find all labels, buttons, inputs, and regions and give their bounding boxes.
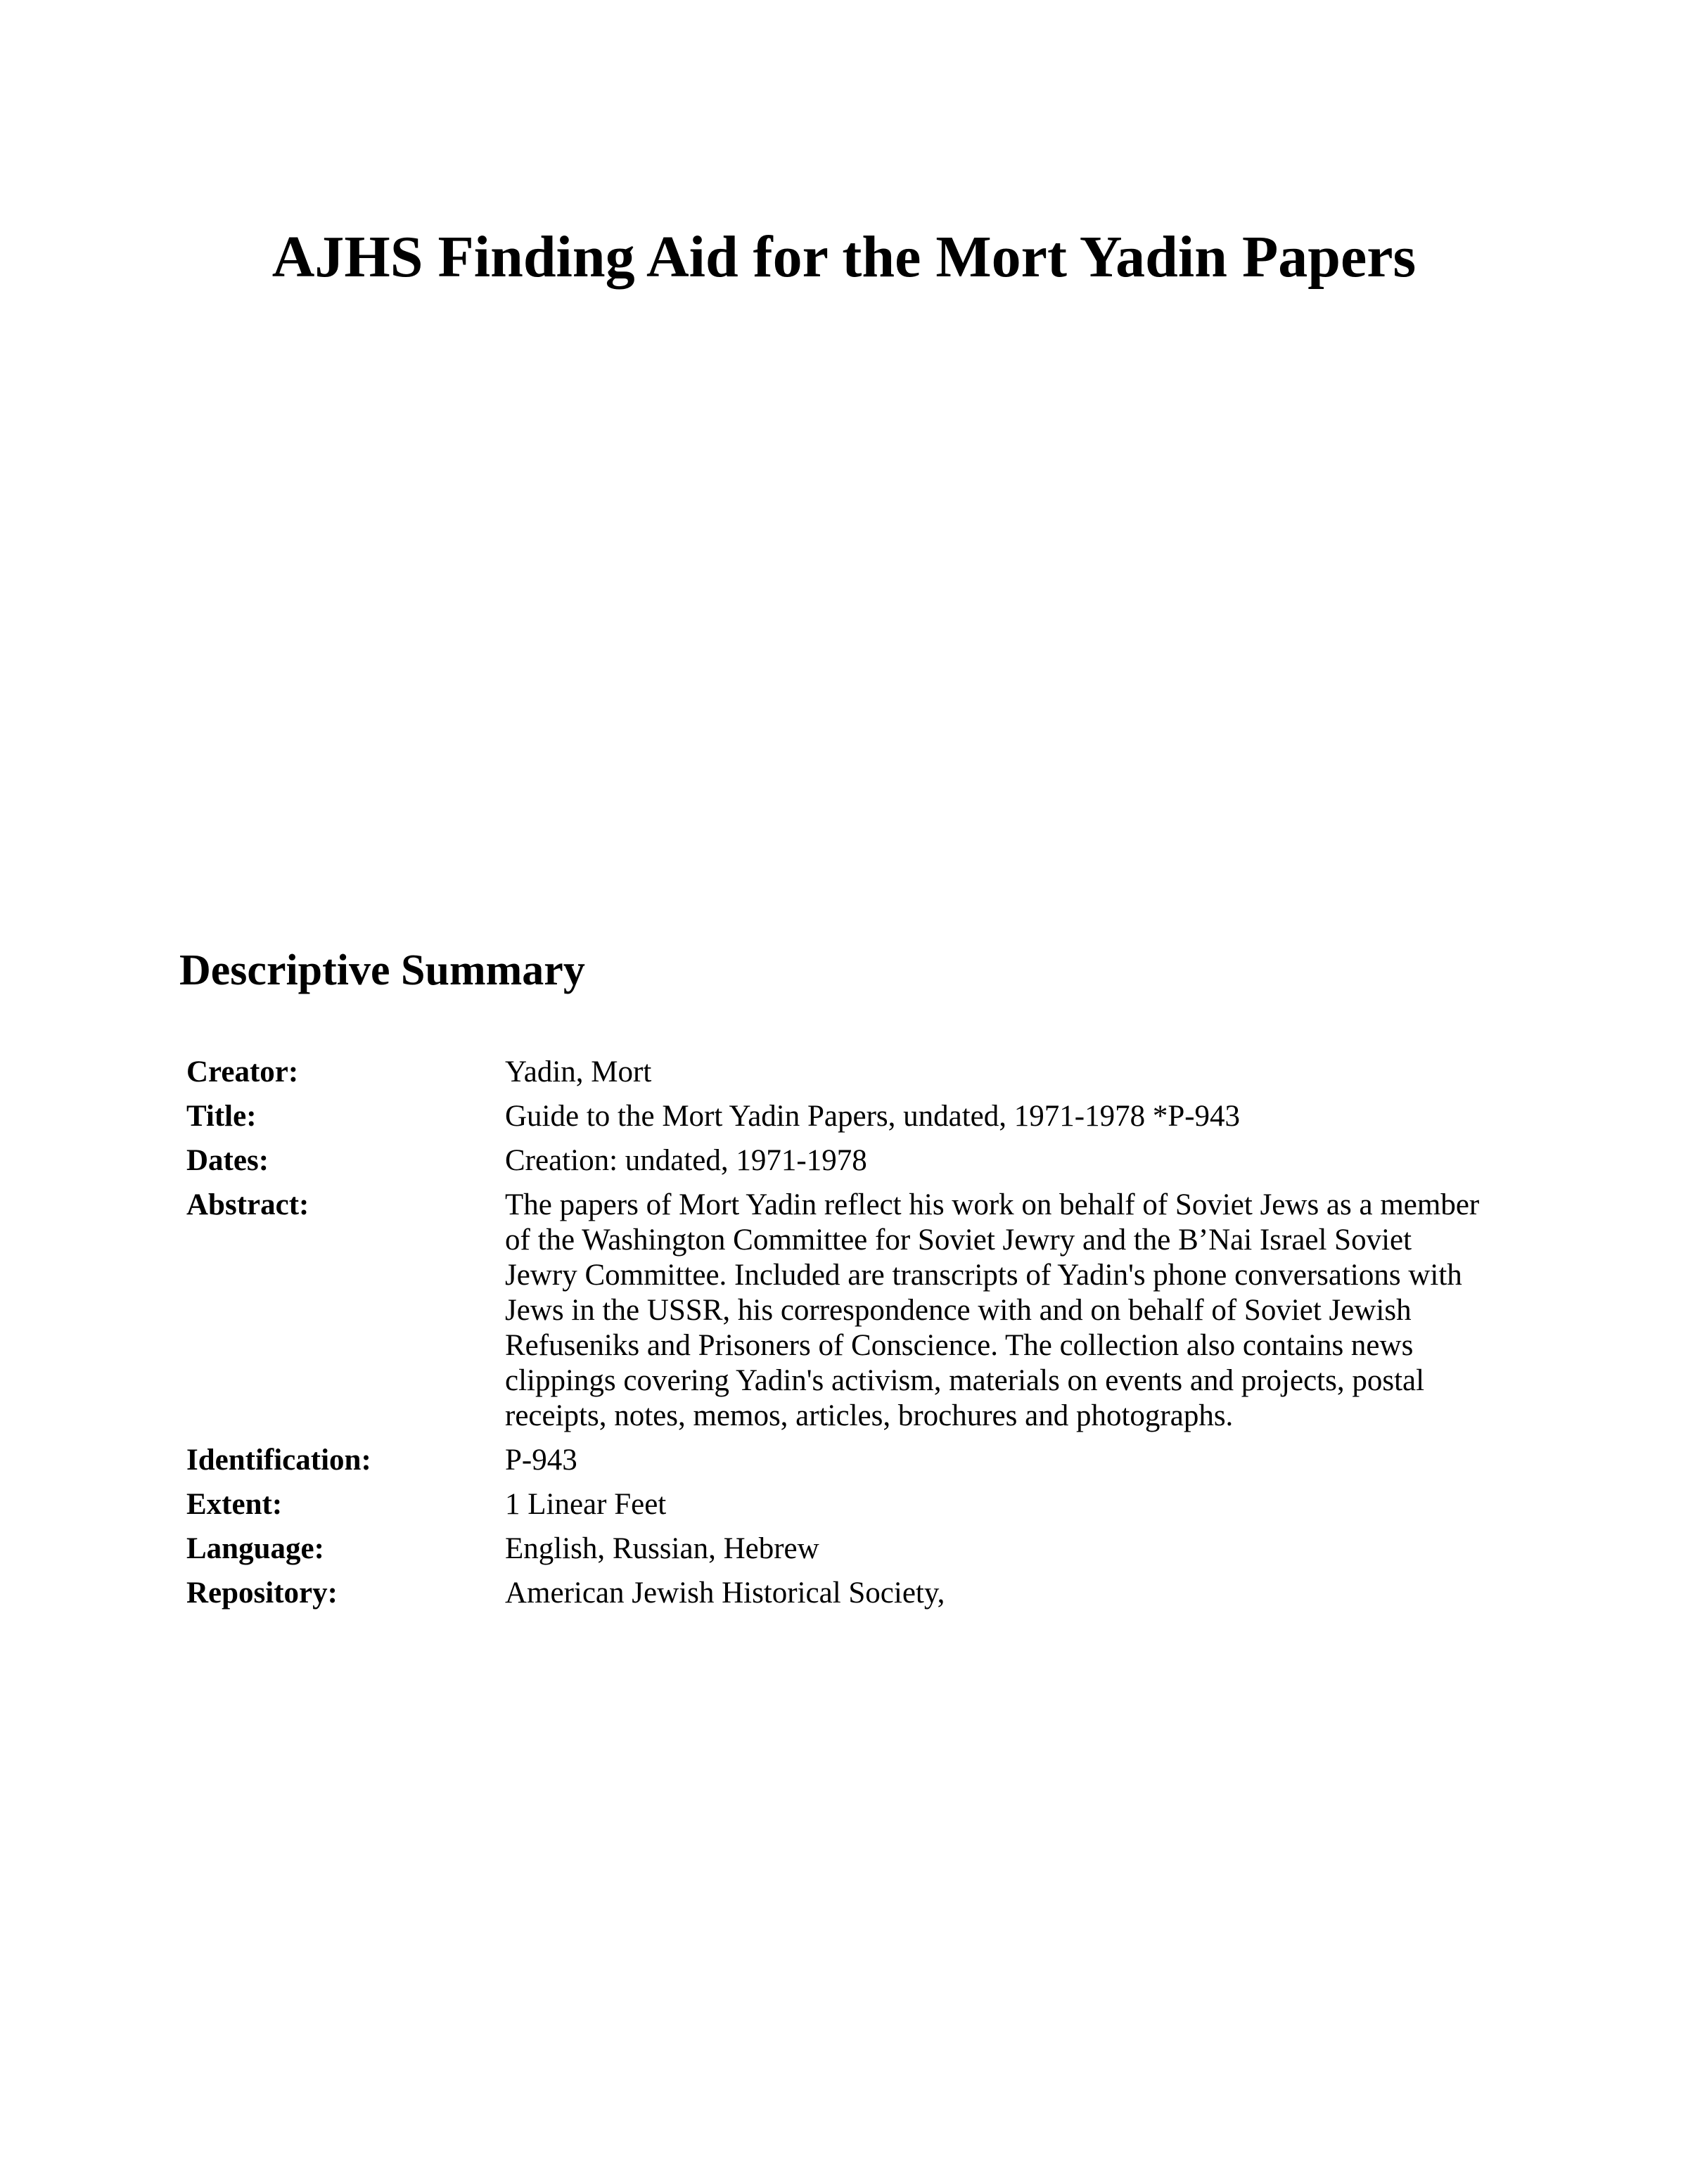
field-value-abstract: The papers of Mort Yadin reflect his work on behalf of Soviet Jews as a member of the Washington Committee for Soviet Jewry and the B’Nai Israel Soviet Jewry Committee. Included are transcripts of Yadin's phone conversations with Jews in the USSR, his correspondence with and on behalf of Soviet Jewish Refuseniks and Prisoners of Conscience. The collection also contains news clippings covering Yadin's activism, materials on events and projects, postal receipts, notes, memos, articles, brochures and photographs. — [505, 1188, 1480, 1432]
field-value-extent: 1 Linear Feet — [505, 1487, 667, 1521]
field-row-creator — [186, 1055, 1484, 1090]
field-label-language: Language: — [186, 1531, 324, 1565]
section-heading-descriptive-summary: Descriptive Summary — [179, 946, 585, 994]
field-label-creator: Creator: — [186, 1055, 299, 1088]
field-label-extent: Extent: — [186, 1487, 283, 1521]
field-label-identification: Identification: — [186, 1443, 371, 1477]
field-row-abstract — [186, 1188, 1484, 1434]
field-row-identification — [186, 1443, 1484, 1478]
field-value-title: Guide to the Mort Yadin Papers, undated, 1971-1978 *P-943 — [505, 1099, 1241, 1133]
field-label-repository: Repository: — [186, 1576, 338, 1610]
field-row-language — [186, 1531, 1484, 1567]
field-label-title: Title: — [186, 1099, 257, 1133]
field-label-dates: Dates: — [186, 1143, 269, 1177]
field-row-dates — [186, 1143, 1484, 1178]
field-row-repository — [186, 1576, 1484, 1611]
field-row-extent — [186, 1487, 1484, 1522]
field-value-language: English, Russian, Hebrew — [505, 1531, 819, 1565]
field-value-creator: Yadin, Mort — [505, 1055, 652, 1088]
field-label-abstract: Abstract: — [186, 1188, 309, 1221]
document-title: AJHS Finding Aid for the Mort Yadin Papers — [271, 224, 1417, 290]
field-value-dates: Creation: undated, 1971-1978 — [505, 1143, 867, 1177]
field-value-repository: American Jewish Historical Society, — [505, 1576, 945, 1610]
field-row-title — [186, 1099, 1484, 1134]
field-value-identification: P-943 — [505, 1443, 577, 1477]
descriptive-summary-fields — [0, 1055, 1688, 1611]
